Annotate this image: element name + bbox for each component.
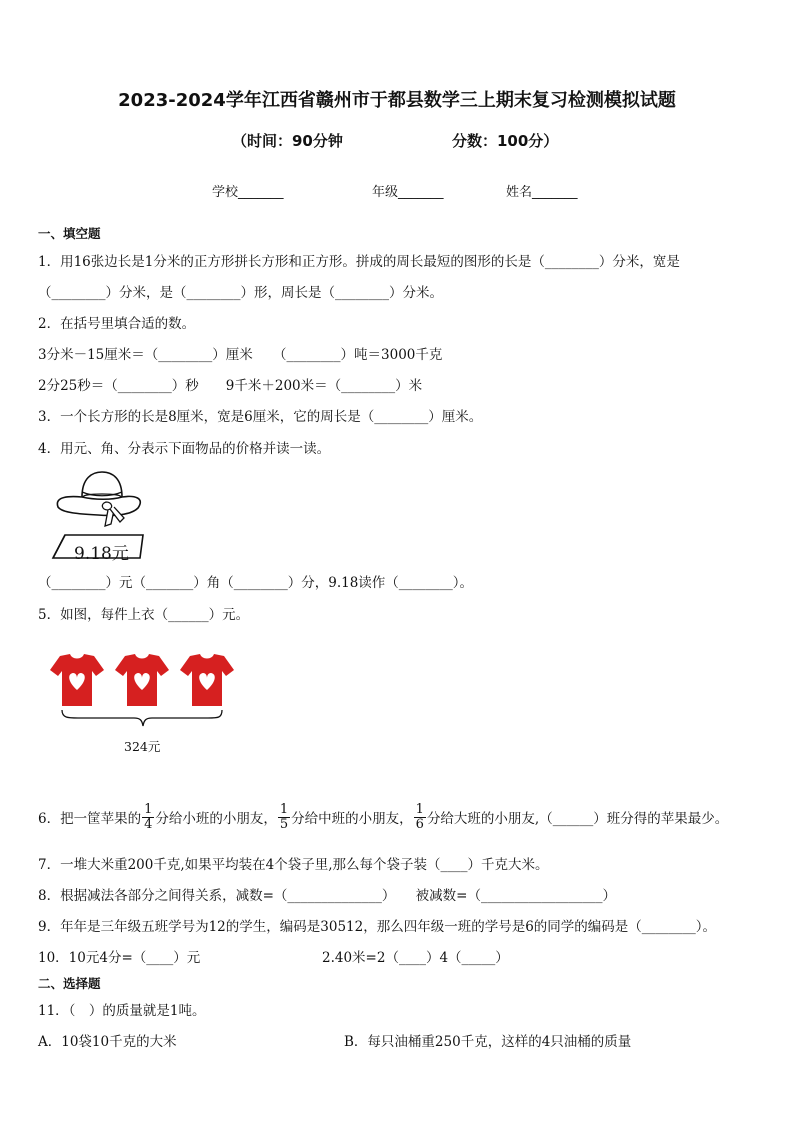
price-tag-label: 9.18元 [74,544,129,564]
question-6-part-c: 分给中班的小朋友， [291,811,413,828]
question-5: 5．如图，每件上衣（______）元。 [38,607,250,623]
section-heading-fill-blank: 一、填空题 [38,226,101,241]
question-8: 8．根据减法各部分之间得关系，减数=（______________） 被减数=（__________________） [38,888,616,904]
question-2-line-3: 2分25秒＝（________）秒 9千米＋200米＝（________）米 [38,378,423,394]
tshirt-3-icon [180,654,234,706]
name-field: 姓名_______ [506,185,578,200]
question-4-answer: （________）元（_______）角（________）分，9.18读作（________）。 [38,575,474,591]
question-3: 3．一个长方形的长是8厘米，宽是6厘米，它的周长是（________）厘米。 [38,409,483,425]
question-2-line-2: 3分米－15厘米＝（________）厘米 （________）吨＝3000千克 [38,347,443,363]
question-6 [38,803,728,831]
question-10-part-b: 2.40米=2（____）4（_____） [322,950,509,966]
fraction-one-fifth: $\frac{1}{5}$ [279,802,289,832]
question-11: 11．（ ）的质量就是1吨。 [38,1003,206,1019]
question-6-part-b: 分给小班的小朋友， [155,811,277,828]
question-1-line-2: （________）分米，是（________）形，周长是（________）分米。 [38,285,443,301]
question-9: 9．年年是三年级五班学号为12的学生，编码是30512，那么四年级一班的学号是6的同学的编码是（________）。 [38,919,717,935]
brace-icon [62,710,222,726]
exam-score: 分数：100分） [452,132,559,150]
tshirts-total-price: 324元 [124,739,161,754]
question-2-line-1: 2．在括号里填合适的数。 [38,316,196,332]
question-7: 7．一堆大米重200千克,如果平均装在4个袋子里,那么每个袋子装（____）千克大米。 [38,857,549,873]
section-heading-multiple-choice: 二、选择题 [38,976,101,991]
question-11-option-b: B．每只油桶重250千克，这样的4只油桶的质量 [344,1034,632,1050]
question-10-part-a: 10．10元4分=（____）元 [38,950,201,966]
tshirt-2-icon [115,654,169,706]
fraction-one-sixth: $\frac{1}{6}$ [415,802,424,832]
question-6-part-a: 6．把一筐苹果的 [38,811,142,828]
fraction-one-quarter: $\frac{1}{4}$ [144,802,153,832]
question-4: 4．用元、角、分表示下面物品的价格并读一读。 [38,441,331,457]
question-11-option-a: A．10袋10千克的大米 [38,1034,177,1050]
exam-time: （时间：90分钟 [232,132,343,150]
question-6-part-d: 分给大班的小朋友,（______）班分得的苹果最少。 [426,811,729,828]
page-title: 2023-2024学年江西省赣州市于都县数学三上期末复习检测模拟试题 [118,90,676,111]
tshirt-1-icon [50,654,104,706]
school-field: 学校_______ [212,185,284,200]
grade-field: 年级_______ [372,185,444,200]
question-1-line-1: 1．用16张边长是1分米的正方形拼长方形和正方形。拼成的周长最短的图形的长是（________）分米，宽是 [38,254,680,270]
tshirts-illustration [48,652,238,742]
